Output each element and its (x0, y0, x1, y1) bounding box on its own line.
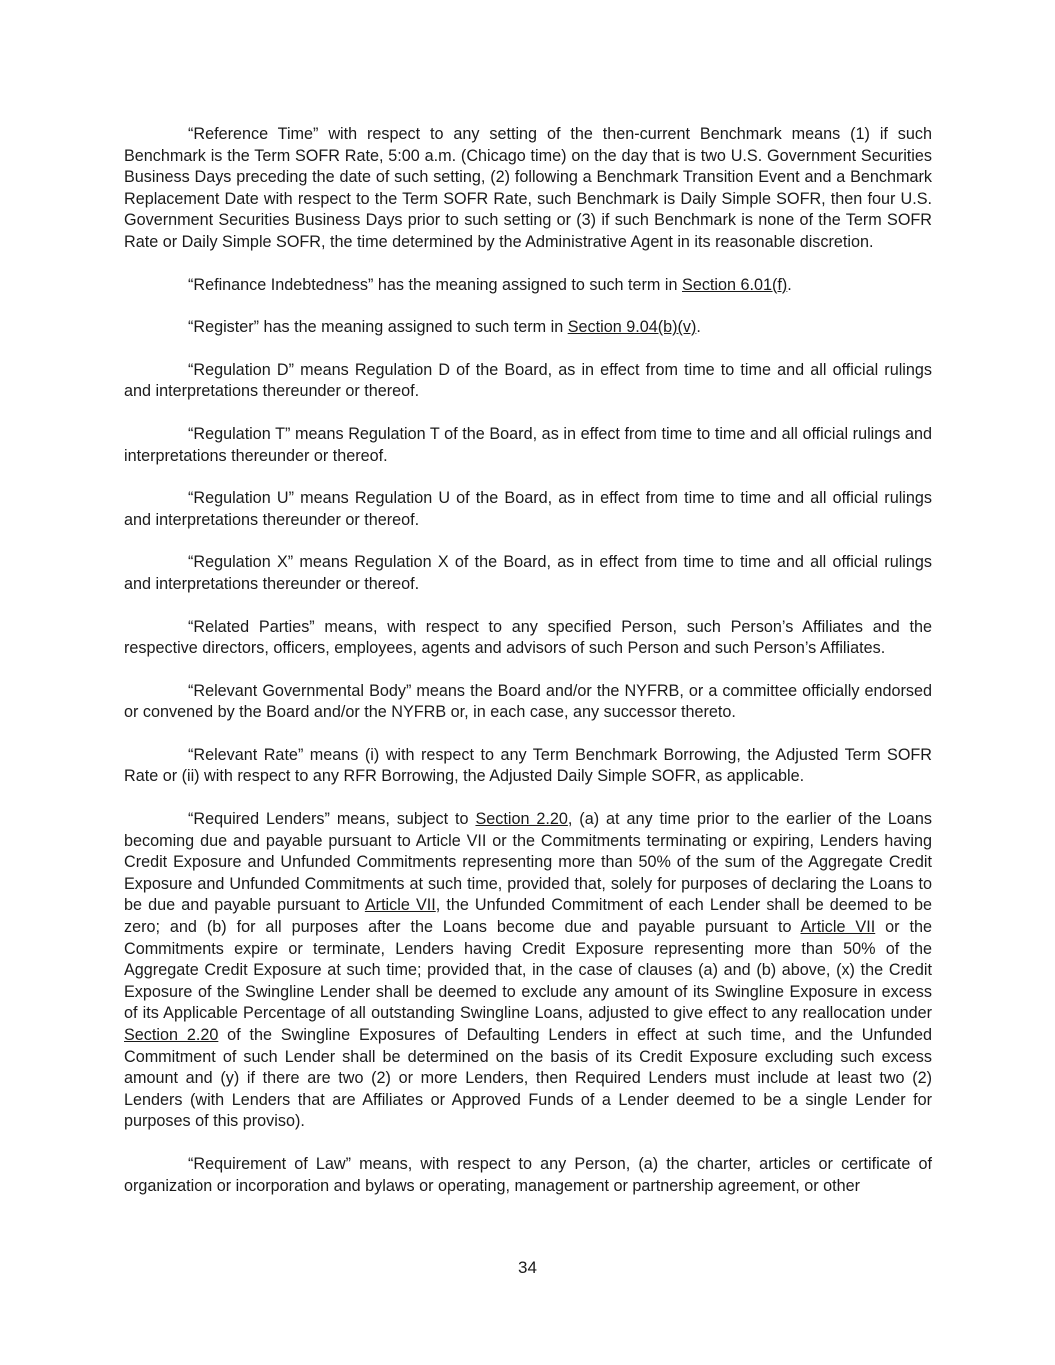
article-reference[interactable]: Article VII (364, 896, 436, 915)
section-reference[interactable]: Section 2.20 (475, 810, 568, 829)
definition-relevant-governmental-body: “Relevant Governmental Body” means the Board and/or the NYFRB, or a committee officially endorsed or convened by the Board and/or the NYFRB or, in each case, any successor thereto. (124, 681, 932, 722)
definition-relevant-rate: “Relevant Rate” means (i) with respect to any Term Benchmark Borrowing, the Adjusted Term SOFR Rate or (ii) with respect to any RFR Borrowing, the Adjusted Daily Simple SOFR, as applicable. (124, 745, 932, 786)
definition-regulation-u: “Regulation U” means Regulation U of the Board, as in effect from time to time and all official rulings and interpretations thereunder or thereof. (124, 489, 932, 529)
page-number: 34 (518, 1258, 537, 1277)
definition-register: “Register” has the meaning assigned to such term in Section 9.04(b)(v). (188, 318, 701, 337)
definition-refinance-indebtedness: “Refinance Indebtedness” has the meaning assigned to such term in Section 6.01(f). (188, 275, 792, 294)
section-reference[interactable]: Section 9.04(b)(v) (567, 318, 697, 337)
definition-requirement-of-law: “Requirement of Law” means, with respect to any Person, (a) the charter, articles or certificate of organization or incorporation and bylaws or operating, management or partnership agreement, or other (124, 1154, 932, 1195)
definition-related-parties: “Related Parties” means, with respect to any specified Person, such Person’s Affiliates and the respective directors, officers, employees, agents and advisors of such Person and such Person’s Affiliates. (124, 617, 932, 658)
definition-regulation-t: “Regulation T” means Regulation T of the Board, as in effect from time to time and all official rulings and interpretations thereunder or thereof. (124, 424, 932, 465)
definition-reference-time: “Reference Time” with respect to any setting of the then-current Benchmark means (1) if such Benchmark is the Term SOFR Rate, 5:00 a.m. (Chicago time) on the day that is two U.S. Government Securities Business Days preceding the date of such setting, (2) following a Benchmark Transition Event and a Benchmark Replacement Date with respect to the Term SOFR Rate, such Benchmark is Daily Simple SOFR, then four U.S. Government Securities Business Days prior to such setting or (3) if such Benchmark is none of the Term SOFR Rate or Daily Simple SOFR, the time determined by the Administrative Agent in its reasonable discretion. (124, 125, 932, 251)
definition-required-lenders: “Required Lenders” means, subject to Section 2.20, (a) at any time prior to the earlier of the Loans becoming due and payable pursuant to Article VII or the Commitments terminating or expiring, Lenders having Credit Exposure and Unfunded Commitments representing more than 50% of the sum of the Aggregate Credit Exposure and Unfunded Commitments at such time, provided that, solely for purposes of declaring the Loans to be due and payable pursuant to Article VII, the Unfunded Commitment of each Lender shall be deemed to be zero; and (b) for all purposes after the Loans become due and payable pursuant to Article VII or the Commitments expire or terminate, Lenders having Credit Exposure representing more than 50% of the Aggregate Credit Exposure at such time; provided that, in the case of clauses (a) and (b) above, (x) the Credit Exposure of the Swingline Lender shall be deemed to exclude any amount of its Swingline Exposure in excess of its Applicable Percentage of all outstanding Swingline Loans, adjusted to give effect to any reallocation under Section 2.20 of the Swingline Exposures of Defaulting Lenders in effect at such time, and the Unfunded Commitment of such Lender shall be determined on the basis of its Credit Exposure excluding such excess amount and (y) if there are two (2) or more Lenders, then Required Lenders must include at least two (2) Lenders (with Lenders that are Affiliates or Approved Funds of a Lender deemed to be a single Lender for purposes of this proviso). (124, 810, 932, 1131)
definitions-section (124, 124, 932, 1218)
section-reference[interactable]: Section 6.01(f) (682, 275, 788, 294)
definition-regulation-x: “Regulation X” means Regulation X of the Board, as in effect from time to time and all official rulings and interpretations thereunder or thereof. (124, 553, 932, 593)
article-reference[interactable]: Article VII (800, 918, 876, 937)
section-reference[interactable]: Section 2.20 (124, 1026, 219, 1044)
definition-regulation-d: “Regulation D” means Regulation D of the Board, as in effect from time to time and all official rulings and interpretations thereunder or thereof. (124, 360, 932, 401)
